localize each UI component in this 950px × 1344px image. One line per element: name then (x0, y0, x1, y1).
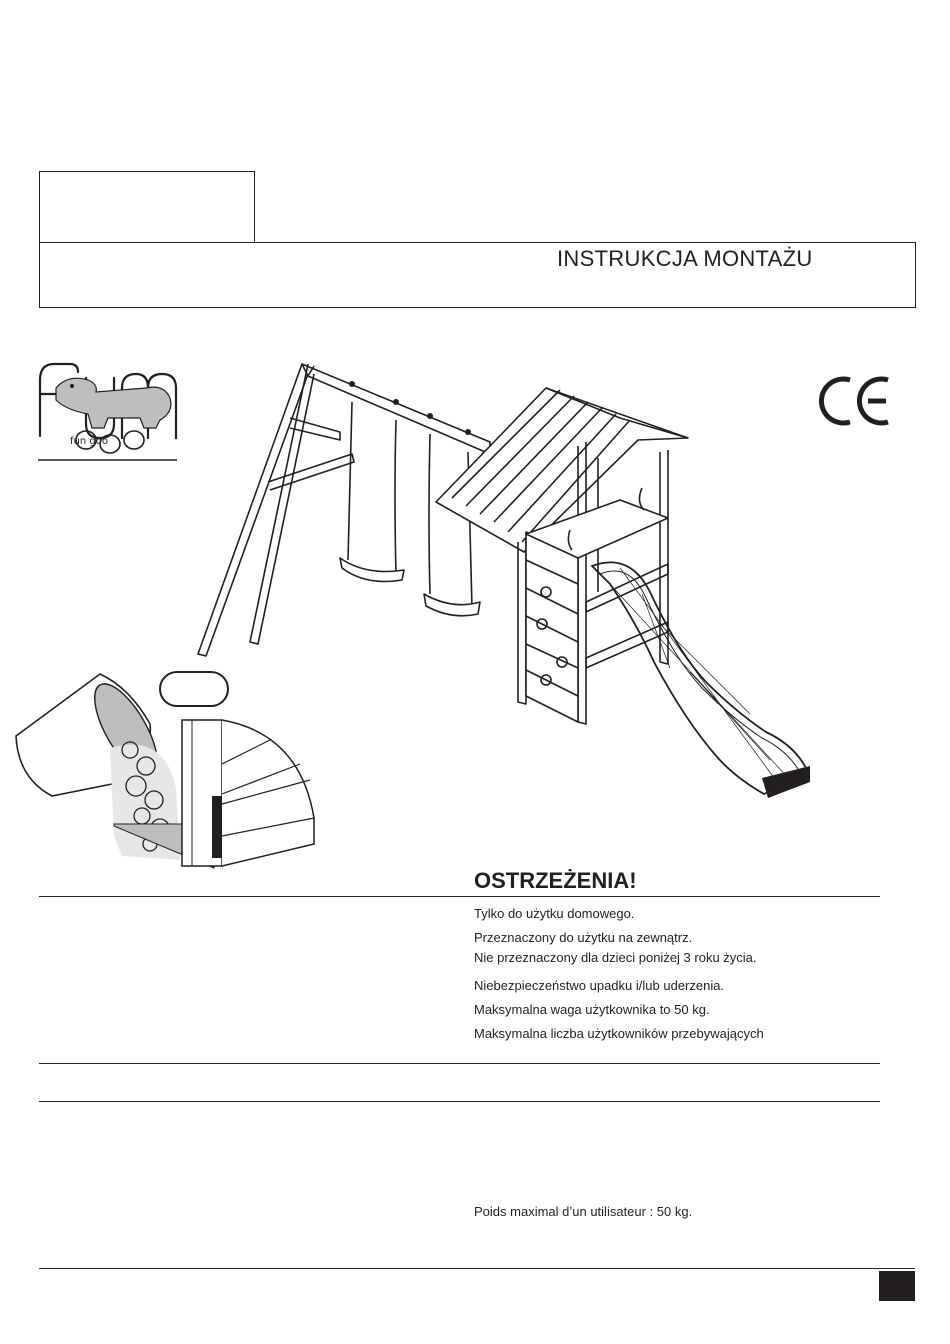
warning-item: Tylko do użytku domowego. (474, 906, 635, 921)
warnings-list (474, 902, 764, 1046)
rule-warnings (39, 896, 880, 897)
footer-note: Poids maximal d’un utilisateur : 50 kg. (474, 1204, 693, 1219)
page-number-block (879, 1271, 915, 1301)
rule-section-1 (39, 1063, 880, 1064)
rule-footer (39, 1268, 915, 1269)
warning-item: Przeznaczony do użytku na zewnątrz. (474, 930, 693, 945)
warning-item: Niebezpieczeństwo upadku i/lub uderzenia. (474, 978, 725, 993)
ce-mark-text: CE (818, 374, 820, 375)
logo-text: fun goo (70, 436, 108, 447)
warning-item: Maksymalna waga użytkownika to 50 kg. (474, 1002, 710, 1017)
warning-item: Nie przeznaczony dla dzieci poniżej 3 roku życia. (474, 950, 757, 965)
fungoo-logo (36, 358, 181, 464)
document-title: INSTRUKCJA MONTAŻU (557, 246, 813, 271)
warning-item: Maksymalna liczba użytkowników przebywających (474, 1026, 764, 1041)
ce-mark-icon (818, 374, 893, 428)
warnings-title: OSTRZEŻENIA! (474, 868, 637, 893)
anchor-detail-illustration (14, 668, 320, 872)
rule-section-2 (39, 1101, 880, 1102)
header-code-box (39, 171, 255, 243)
